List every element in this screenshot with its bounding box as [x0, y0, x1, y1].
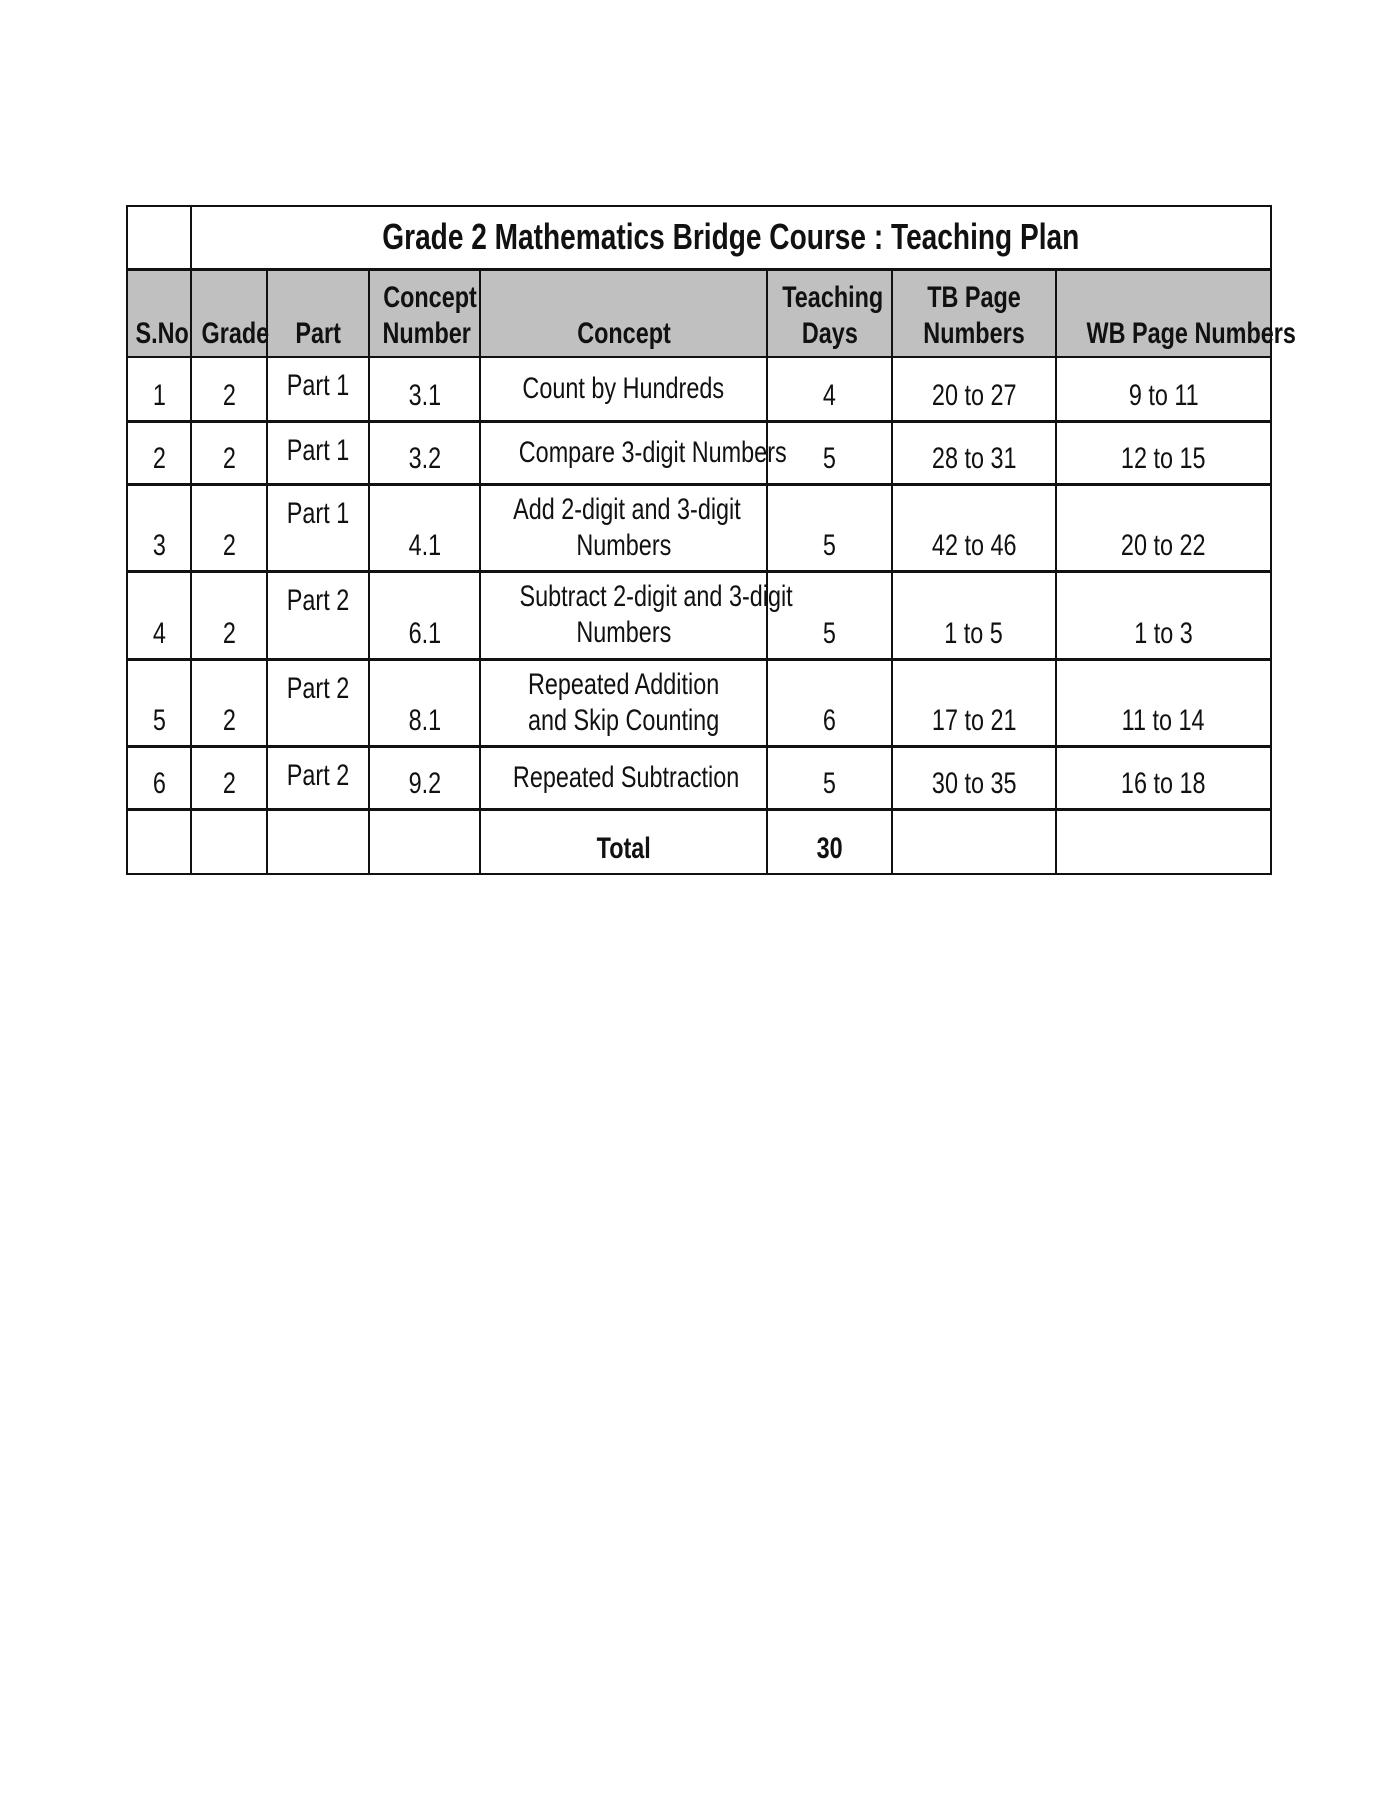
cell-wb-pages-text: 20 to 22 [1121, 528, 1206, 562]
cell-part-text: Part 1 [286, 496, 350, 530]
cell-sno-text: 5 [152, 703, 166, 737]
header-text: Grade [201, 317, 270, 350]
cell-sno [127, 357, 191, 421]
cell-teaching-days [767, 357, 892, 421]
header-text: Part [295, 317, 341, 350]
cell-sno-text: 4 [152, 616, 166, 650]
header-text: WB Page Numbers [1086, 317, 1296, 350]
cell-part [267, 357, 369, 421]
cell-part [267, 484, 369, 571]
title-text: Grade 2 Mathematics Bridge Course : Teaching Plan [382, 216, 1080, 258]
cell-concept-number-text: 4.1 [408, 528, 441, 562]
cell-part [267, 571, 369, 659]
total-label [480, 809, 767, 874]
cell-concept-number [369, 659, 480, 746]
cell-grade [191, 571, 267, 659]
header-text: Days [801, 317, 858, 350]
cell-teaching-days-text: 5 [822, 528, 837, 562]
cell-concept [480, 746, 767, 809]
cell-concept-number-text: 6.1 [408, 616, 441, 650]
concept-text: Numbers [576, 528, 671, 562]
table-row [127, 571, 1271, 659]
cell-sno-text: 1 [152, 378, 166, 412]
header-concept [480, 269, 767, 357]
cell-concept-number [369, 421, 480, 484]
table-row [127, 421, 1271, 484]
cell-concept [480, 421, 787, 484]
empty-cell [127, 809, 191, 874]
cell-grade-text: 2 [222, 378, 236, 412]
cell-concept-number [369, 484, 480, 571]
empty-cell [892, 809, 1056, 874]
cell-tb-pages-text: 42 to 46 [931, 528, 1017, 562]
cell-concept-number-text: 8.1 [408, 703, 441, 737]
cell-tb-pages [892, 571, 1056, 659]
cell-wb-pages [1056, 571, 1271, 659]
header-grade [191, 269, 270, 357]
header-text: S.No [135, 317, 189, 350]
concept-text: Add 2-digit and 3-digit [513, 492, 741, 526]
cell-wb-pages-text: 12 to 15 [1121, 441, 1206, 475]
cell-part [267, 746, 369, 809]
total-label-text: Total [596, 832, 651, 865]
header-text: Number [382, 317, 471, 350]
cell-tb-pages-text: 28 to 31 [931, 441, 1017, 475]
header-text: Numbers [923, 317, 1025, 350]
table-row [127, 659, 1271, 746]
cell-part-text: Part 1 [286, 433, 350, 467]
cell-concept-number [369, 746, 480, 809]
cell-part [267, 659, 369, 746]
header-tb-pages [892, 269, 1056, 357]
cell-grade-text: 2 [222, 441, 236, 475]
header-row [127, 269, 1271, 357]
cell-sno-text: 2 [152, 441, 166, 475]
cell-sno-text: 3 [152, 528, 166, 562]
empty-cell [369, 809, 480, 874]
cell-part [267, 421, 369, 484]
cell-tb-pages [892, 421, 1056, 484]
cell-tb-pages-text: 17 to 21 [931, 703, 1017, 737]
cell-tb-pages [892, 484, 1056, 571]
concept-text: Numbers [576, 616, 671, 649]
cell-wb-pages-text: 1 to 3 [1134, 616, 1193, 650]
header-text: Concept [576, 317, 671, 350]
cell-sno-text: 6 [152, 766, 166, 800]
cell-teaching-days-text: 4 [822, 378, 837, 412]
cell-concept-number-text: 3.1 [408, 378, 441, 412]
header-wb-pages [1056, 269, 1296, 357]
header-text: Concept [383, 281, 477, 314]
concept-text: and Skip Counting [527, 703, 720, 737]
teaching-plan-table [126, 205, 1296, 875]
table-row [127, 746, 1271, 809]
cell-grade-text: 2 [222, 766, 236, 800]
cell-part-text: Part 2 [286, 671, 350, 705]
cell-grade [191, 484, 267, 571]
cell-wb-pages-text: 11 to 14 [1122, 703, 1205, 737]
cell-part-text: Part 1 [286, 369, 350, 402]
cell-wb-pages [1056, 421, 1271, 484]
cell-part-text: Part 2 [286, 758, 350, 792]
title-row [127, 206, 1271, 269]
cell-concept-number [369, 571, 480, 659]
cell-grade-text: 2 [222, 528, 236, 562]
header-sno [127, 269, 191, 357]
header-concept-number [369, 269, 480, 357]
cell-teaching-days-text: 5 [822, 766, 837, 800]
cell-concept [480, 571, 793, 659]
cell-grade-text: 2 [222, 703, 236, 737]
cell-sno [127, 659, 191, 746]
cell-wb-pages [1056, 746, 1271, 809]
cell-wb-pages [1056, 659, 1271, 746]
cell-part-text: Part 2 [286, 583, 350, 617]
concept-text: Count by Hundreds [522, 371, 725, 405]
cell-sno [127, 421, 191, 484]
cell-tb-pages [892, 357, 1056, 421]
cell-concept [480, 659, 767, 746]
cell-tb-pages [892, 659, 1056, 746]
table-row [127, 357, 1271, 421]
header-teaching-days [767, 269, 892, 357]
cell-wb-pages [1056, 357, 1271, 421]
cell-concept-number-text: 9.2 [408, 766, 441, 800]
cell-teaching-days [767, 484, 892, 571]
cell-wb-pages [1056, 484, 1271, 571]
cell-grade [191, 659, 267, 746]
table-title [191, 206, 1271, 269]
empty-cell [1056, 809, 1271, 874]
header-text: Teaching [782, 281, 884, 314]
cell-grade [191, 357, 267, 421]
concept-text: Subtract 2-digit and 3-digit [519, 580, 793, 613]
cell-teaching-days-text: 5 [822, 441, 837, 475]
cell-concept [480, 357, 767, 421]
total-days [767, 809, 892, 874]
cell-tb-pages [892, 746, 1056, 809]
cell-wb-pages-text: 16 to 18 [1121, 766, 1206, 800]
cell-grade-text: 2 [222, 616, 236, 650]
cell-teaching-days [767, 746, 892, 809]
cell-tb-pages-text: 30 to 35 [931, 766, 1017, 800]
cell-teaching-days [767, 659, 892, 746]
cell-teaching-days-text: 5 [822, 616, 837, 650]
cell-tb-pages-text: 20 to 27 [931, 378, 1017, 412]
total-row [127, 809, 1271, 874]
header-part [267, 269, 369, 357]
cell-concept [480, 484, 767, 571]
cell-sno [127, 571, 191, 659]
empty-cell [191, 809, 267, 874]
concept-text: Repeated Addition [527, 667, 720, 701]
table-row [127, 484, 1271, 571]
cell-teaching-days-text: 6 [822, 703, 837, 737]
cell-tb-pages-text: 1 to 5 [944, 616, 1004, 650]
cell-sno [127, 746, 191, 809]
cell-grade [191, 421, 267, 484]
cell-concept-number-text: 3.2 [408, 441, 441, 475]
cell-wb-pages-text: 9 to 11 [1128, 378, 1199, 412]
cell-concept-number [369, 357, 480, 421]
header-text: TB Page [927, 281, 1021, 314]
cell-sno [127, 484, 191, 571]
empty-cell [267, 809, 369, 874]
total-days-text: 30 [816, 832, 843, 865]
concept-text: Compare 3-digit Numbers [518, 435, 787, 469]
cell-grade [191, 746, 267, 809]
concept-text: Repeated Subtraction [512, 760, 740, 794]
empty-cell [127, 206, 191, 269]
